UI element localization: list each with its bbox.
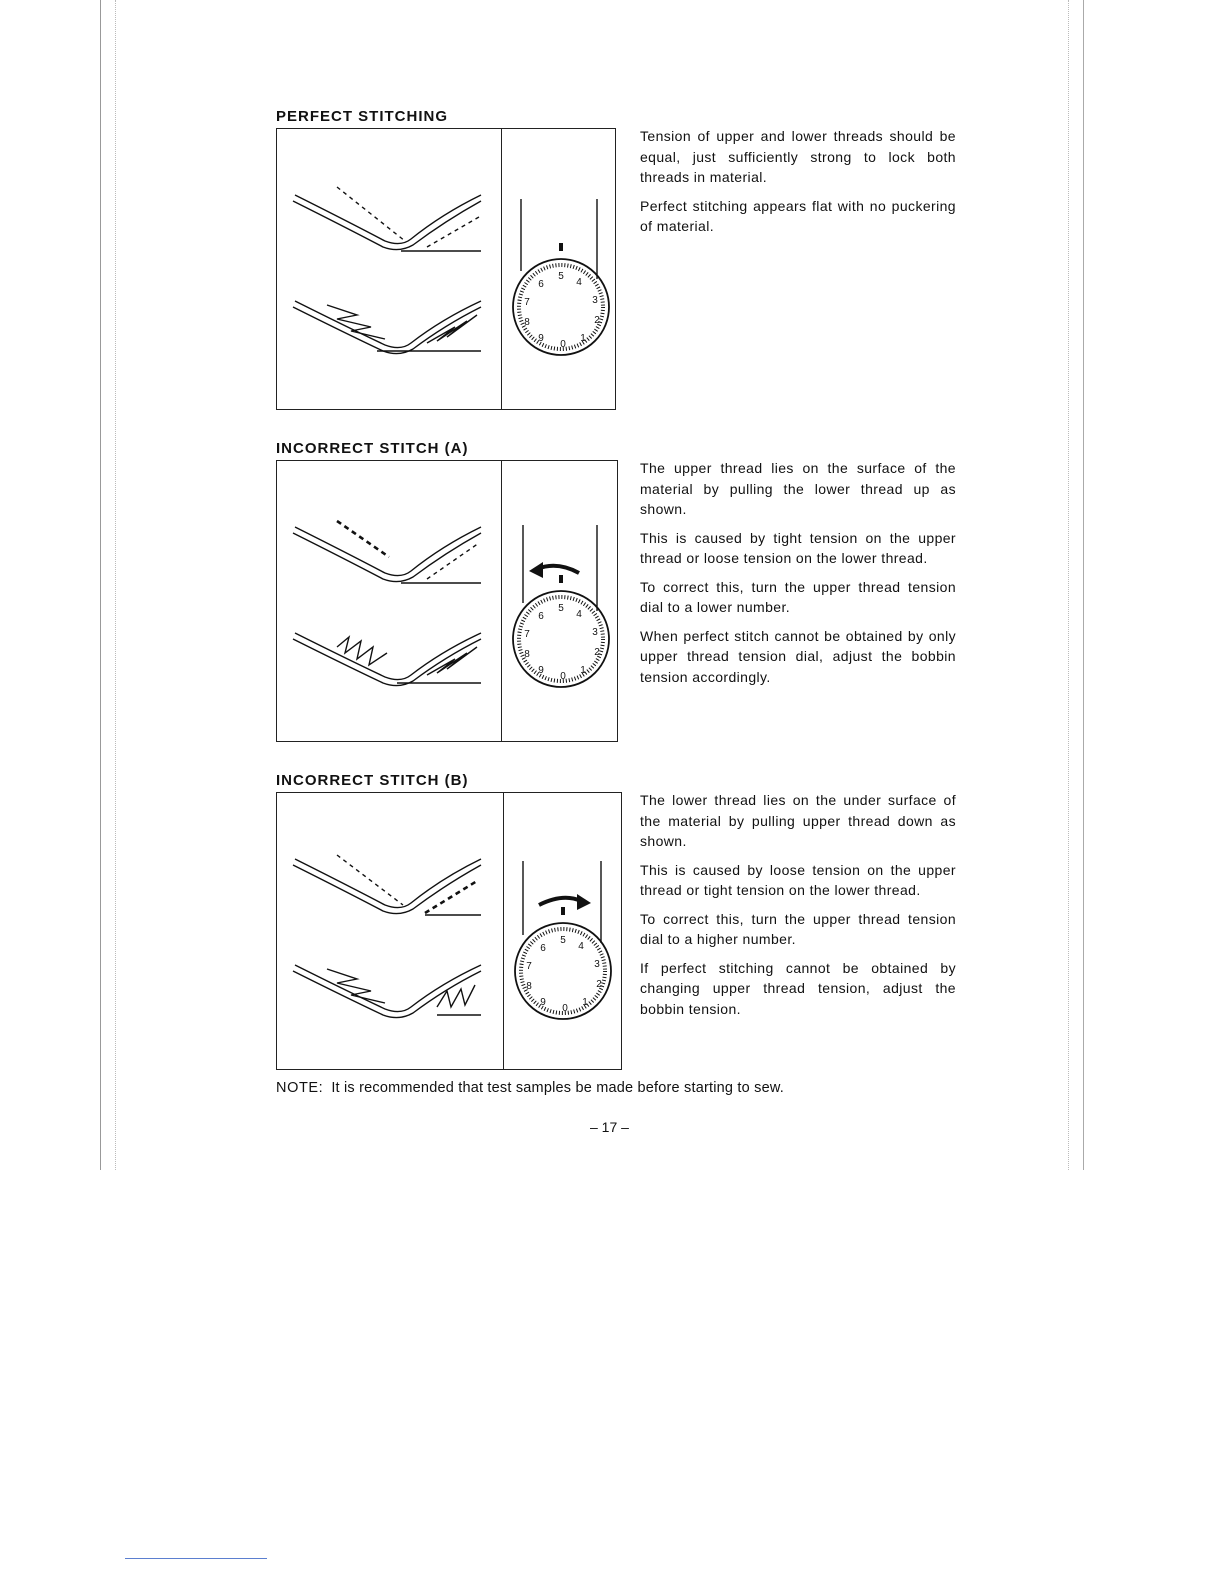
paragraph: To correct this, turn the upper thread tension dial to a lower number. — [640, 578, 956, 615]
dial-number: 4 — [578, 941, 584, 952]
dial-number: 3 — [592, 295, 598, 306]
note — [276, 1080, 784, 1096]
dial-number: 8 — [524, 317, 530, 328]
footer-rule — [125, 1558, 267, 1559]
page-number: – 17 – — [590, 1119, 629, 1135]
dial-number: 1 — [582, 997, 588, 1008]
dial-number: 8 — [526, 981, 532, 992]
dial-number: 7 — [524, 297, 530, 308]
section-description — [640, 790, 956, 1027]
paragraph: Tension of upper and lower threads should be equal, just sufficiently strong to lock both threads in material. — [640, 128, 956, 185]
dial-number: 0 — [560, 339, 566, 350]
dial-number: 5 — [560, 935, 566, 946]
paragraph: When perfect stitch cannot be obtained by only upper thread tension dial, adjust the bobbin tension accordingly. — [640, 627, 956, 685]
paragraph: Perfect stitching appears flat with no puckering of material. — [640, 197, 956, 234]
paragraph: This is caused by loose tension on the upper thread or tight tension on the lower thread. — [640, 861, 956, 898]
dial-number: 9 — [538, 665, 544, 676]
dial-number: 2 — [594, 315, 600, 326]
dial-number: 9 — [540, 997, 546, 1008]
dial-number: 9 — [538, 333, 544, 344]
dial-number: 0 — [560, 671, 566, 682]
dial-number: 5 — [558, 603, 564, 614]
note-text: It is recommended that test samples be made before starting to sew. — [331, 1080, 784, 1096]
section-title: INCORRECT STITCH (A) — [276, 440, 469, 457]
dial-number: 2 — [596, 979, 602, 990]
stitch-figure — [276, 460, 618, 742]
paragraph: The upper thread lies on the surface of the material by pulling the lower thread up as shown. — [640, 460, 956, 517]
arrow-head-icon — [577, 894, 591, 910]
dial-number: 6 — [538, 611, 544, 622]
dial-number: 6 — [538, 279, 544, 290]
rotate-left-arrow-icon — [537, 566, 579, 573]
section-title: PERFECT STITCHING — [276, 108, 449, 125]
dial-number: 3 — [594, 959, 600, 970]
arrow-head-icon — [529, 562, 543, 578]
dial-number: 7 — [526, 961, 532, 972]
dial-number: 8 — [524, 649, 530, 660]
paragraph: This is caused by tight tension on the upper thread or loose tension on the lower thread. — [640, 529, 956, 566]
tension-dial — [277, 461, 619, 743]
dial-number: 1 — [580, 665, 586, 676]
paragraph: If perfect stitching cannot be obtained by changing upper thread tension, adjust the bobbin tension. — [640, 959, 956, 1017]
section-description — [640, 458, 956, 695]
note-label: NOTE: — [276, 1080, 324, 1096]
scan-edge-left — [100, 0, 116, 1170]
section-description — [640, 126, 956, 245]
dial-number: 1 — [580, 333, 586, 344]
dial-number: 5 — [558, 271, 564, 282]
paragraph: To correct this, turn the upper thread tension dial to a higher number. — [640, 910, 956, 947]
paragraph: The lower thread lies on the under surface of the material by pulling upper thread down as shown. — [640, 792, 956, 849]
scan-edge-right — [1068, 0, 1084, 1170]
dial-number: 2 — [594, 647, 600, 658]
dial-number: 4 — [576, 277, 582, 288]
dial-number: 7 — [524, 629, 530, 640]
dial-number: 4 — [576, 609, 582, 620]
dial-number: 3 — [592, 627, 598, 638]
rotate-right-arrow-icon — [539, 898, 581, 905]
section-title: INCORRECT STITCH (B) — [276, 772, 469, 789]
stitch-figure — [276, 792, 622, 1070]
dial-number: 0 — [562, 1003, 568, 1014]
stitch-figure — [276, 128, 616, 410]
tension-dial — [277, 129, 617, 411]
dial-number: 6 — [540, 943, 546, 954]
tension-dial — [277, 793, 623, 1071]
